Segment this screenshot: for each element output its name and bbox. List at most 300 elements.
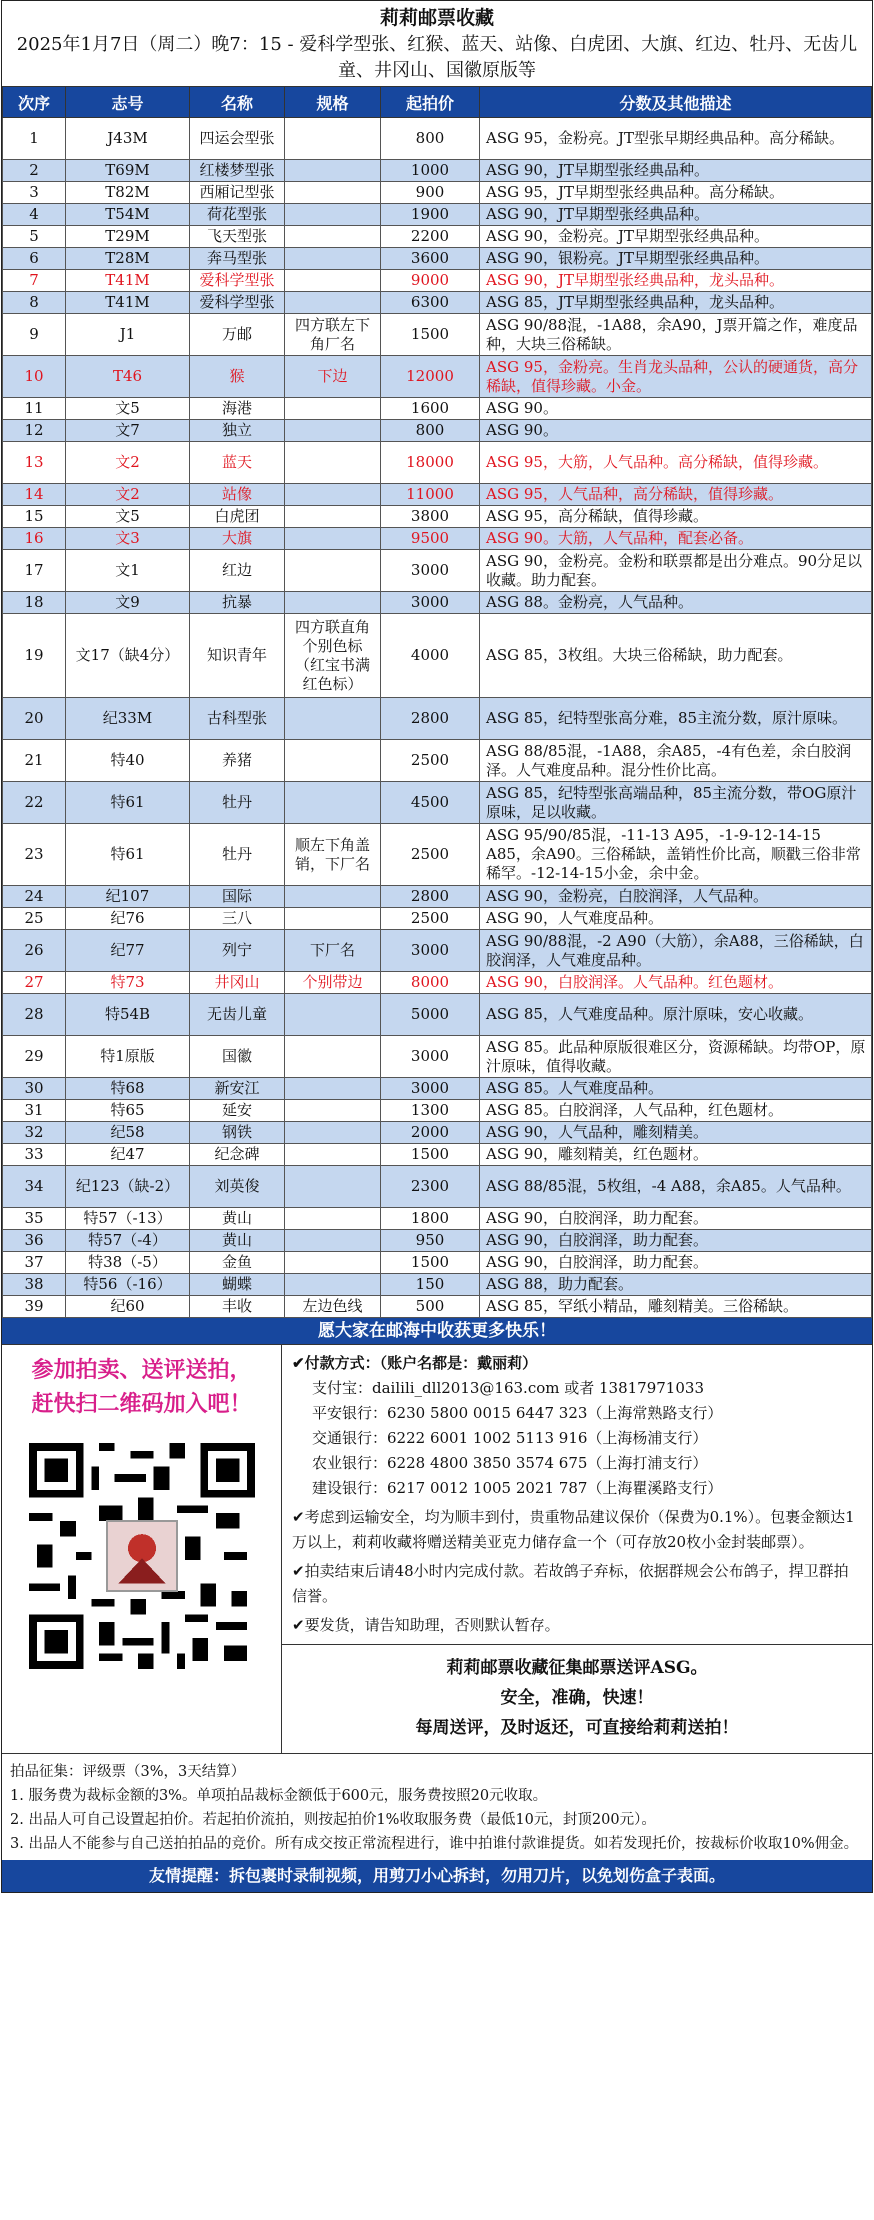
lot-number: 19 [3, 614, 66, 698]
table-row [3, 356, 872, 398]
lot-description: ASG 95/90/85混，-11-13 A95，-1-9-12-14-15 A85，余A90。三俗稀缺，盖销性价比高，顺戳三俗非常稀罕。-12-14-15小金，余中金。 [480, 824, 872, 886]
lot-code: 文2 [66, 442, 190, 484]
table-row [3, 248, 872, 270]
lot-start-price: 2800 [381, 886, 480, 908]
column-header: 名称 [190, 87, 285, 118]
lot-name: 海港 [190, 398, 285, 420]
table-row [3, 1078, 872, 1100]
lot-start-price: 3000 [381, 1036, 480, 1078]
lot-spec [285, 484, 381, 506]
table-row [3, 614, 872, 698]
join-text-line2: 赶快扫二维码加入吧！ [31, 1391, 252, 1417]
lot-name: 牡丹 [190, 824, 285, 886]
lot-start-price: 6300 [381, 292, 480, 314]
lot-spec [285, 698, 381, 740]
lot-name: 牡丹 [190, 782, 285, 824]
column-header: 规格 [285, 87, 381, 118]
lot-number: 34 [3, 1166, 66, 1208]
lot-start-price: 900 [381, 182, 480, 204]
lot-spec: 下边 [285, 356, 381, 398]
lot-start-price: 500 [381, 1296, 480, 1318]
lot-start-price: 3000 [381, 550, 480, 592]
lot-start-price: 1500 [381, 1252, 480, 1274]
table-row [3, 550, 872, 592]
lot-number: 22 [3, 782, 66, 824]
lot-description: ASG 90，金粉亮。金粉和联票都是出分难点。90分足以收藏。助力配套。 [480, 550, 872, 592]
lot-spec [285, 182, 381, 204]
table-row [3, 506, 872, 528]
grading-service-box [282, 1644, 872, 1747]
lot-number: 10 [3, 356, 66, 398]
lot-name: 金鱼 [190, 1252, 285, 1274]
lot-code: 纪47 [66, 1144, 190, 1166]
lot-code: T41M [66, 270, 190, 292]
lot-start-price: 950 [381, 1230, 480, 1252]
lot-spec [285, 1166, 381, 1208]
lot-number: 8 [3, 292, 66, 314]
table-row [3, 420, 872, 442]
table-row [3, 994, 872, 1036]
lot-description: ASG 85。人气难度品种。 [480, 1078, 872, 1100]
page-title: 莉莉邮票收藏 [379, 7, 494, 29]
table-row [3, 592, 872, 614]
payment-account-ccb: 建设银行：6217 0012 1005 2021 787（上海瞿溪路支行） [312, 1479, 723, 1497]
lot-description: ASG 90。大筋，人气品种，配套必备。 [480, 528, 872, 550]
lot-spec [285, 420, 381, 442]
table-row [3, 1036, 872, 1078]
lot-name: 爱科学型张 [190, 270, 285, 292]
lot-number: 23 [3, 824, 66, 886]
consignment-terms [2, 1753, 872, 1860]
lot-code: 文2 [66, 484, 190, 506]
table-row [3, 314, 872, 356]
lot-number: 21 [3, 740, 66, 782]
payment-account-bocom: 交通银行：6222 6001 1002 5113 916（上海杨浦支行） [312, 1429, 708, 1447]
lot-code: 特1原版 [66, 1036, 190, 1078]
lot-description: ASG 90，人气品种，雕刻精美。 [480, 1122, 872, 1144]
lot-spec [285, 550, 381, 592]
payment-account-alipay: 支付宝：dailili_dll2013@163.com 或者 13817971033 [312, 1379, 704, 1397]
table-row [3, 160, 872, 182]
lot-start-price: 11000 [381, 484, 480, 506]
lot-description: ASG 90，白胶润泽，助力配套。 [480, 1252, 872, 1274]
lot-number: 37 [3, 1252, 66, 1274]
table-row [3, 1274, 872, 1296]
lot-name: 红楼梦型张 [190, 160, 285, 182]
lot-code: 文17（缺4分） [66, 614, 190, 698]
lot-code: 特61 [66, 782, 190, 824]
lot-code: 特54B [66, 994, 190, 1036]
table-row [3, 226, 872, 248]
catalog-page [1, 0, 873, 1893]
lot-number: 5 [3, 226, 66, 248]
lot-name: 白虎团 [190, 506, 285, 528]
lot-table [2, 86, 872, 1318]
lot-description: ASG 90，人气难度品种。 [480, 908, 872, 930]
lot-description: ASG 85。此品种原版很难区分，资源稀缺。均带OP，原汁原味，值得收藏。 [480, 1036, 872, 1078]
lot-name: 站像 [190, 484, 285, 506]
lot-code: 纪58 [66, 1122, 190, 1144]
lot-code: T46 [66, 356, 190, 398]
table-row [3, 442, 872, 484]
lot-code: 纪76 [66, 908, 190, 930]
lot-start-price: 9000 [381, 270, 480, 292]
lot-description: ASG 90。 [480, 420, 872, 442]
lot-start-price: 12000 [381, 356, 480, 398]
lot-name: 养猪 [190, 740, 285, 782]
lot-spec [285, 740, 381, 782]
delivery-note: ✔要发货，请告知助理，否则默认暂存。 [292, 1616, 560, 1634]
lot-spec: 左边色线 [285, 1296, 381, 1318]
lot-name: 猴 [190, 356, 285, 398]
lot-description: ASG 90，JT早期型张经典品种。 [480, 160, 872, 182]
lot-code: 纪77 [66, 930, 190, 972]
lot-description: ASG 85，人气难度品种。原汁原味，安心收藏。 [480, 994, 872, 1036]
lot-description: ASG 90，雕刻精美，红色题材。 [480, 1144, 872, 1166]
payment-deadline-note: ✔拍卖结束后请48小时内完成付款。若故鸽子弃标，依据群规会公布鸽子，捍卫群拍信誉。 [292, 1562, 849, 1605]
table-row [3, 824, 872, 886]
lot-name: 独立 [190, 420, 285, 442]
lot-number: 6 [3, 248, 66, 270]
lot-start-price: 3600 [381, 248, 480, 270]
lot-code: 特61 [66, 824, 190, 886]
lot-name: 无齿儿童 [190, 994, 285, 1036]
lot-description: ASG 88/85混，5枚组，-4 A88，余A85。人气品种。 [480, 1166, 872, 1208]
lot-number: 12 [3, 420, 66, 442]
lot-spec [285, 292, 381, 314]
lot-code: T54M [66, 204, 190, 226]
lot-code: 纪60 [66, 1296, 190, 1318]
column-header: 志号 [66, 87, 190, 118]
lot-start-price: 1600 [381, 398, 480, 420]
table-row [3, 118, 872, 160]
lot-spec [285, 592, 381, 614]
lot-start-price: 3000 [381, 1078, 480, 1100]
lot-name: 抗暴 [190, 592, 285, 614]
lot-name: 四运会型张 [190, 118, 285, 160]
lot-name: 国徽 [190, 1036, 285, 1078]
lot-spec [285, 886, 381, 908]
table-row [3, 698, 872, 740]
lot-code: T28M [66, 248, 190, 270]
lot-spec: 四方联直角个别色标（红宝书满红色标） [285, 614, 381, 698]
lot-start-price: 800 [381, 118, 480, 160]
lot-name: 井冈山 [190, 972, 285, 994]
lot-start-price: 3000 [381, 930, 480, 972]
lot-code: 纪123（缺-2） [66, 1166, 190, 1208]
lot-code: 特65 [66, 1100, 190, 1122]
lot-number: 26 [3, 930, 66, 972]
lot-name: 列宁 [190, 930, 285, 972]
lot-number: 35 [3, 1208, 66, 1230]
lot-spec [285, 528, 381, 550]
lot-number: 11 [3, 398, 66, 420]
lot-name: 西厢记型张 [190, 182, 285, 204]
lot-start-price: 18000 [381, 442, 480, 484]
lot-name: 国际 [190, 886, 285, 908]
lot-spec [285, 398, 381, 420]
lot-start-price: 2000 [381, 1122, 480, 1144]
lot-code: 特40 [66, 740, 190, 782]
lot-spec: 下厂名 [285, 930, 381, 972]
lot-name: 知识青年 [190, 614, 285, 698]
lot-name: 延安 [190, 1100, 285, 1122]
lot-description: ASG 90，金粉亮，白胶润泽，人气品种。 [480, 886, 872, 908]
table-row [3, 886, 872, 908]
table-row [3, 398, 872, 420]
lot-code: 特73 [66, 972, 190, 994]
lot-name: 钢铁 [190, 1122, 285, 1144]
grading-line2: 安全，准确，快速！ [500, 1688, 654, 1708]
lot-code: J1 [66, 314, 190, 356]
lot-code: 特57（-4） [66, 1230, 190, 1252]
lot-code: 文7 [66, 420, 190, 442]
lot-number: 14 [3, 484, 66, 506]
lot-start-price: 1000 [381, 160, 480, 182]
lot-number: 9 [3, 314, 66, 356]
lot-code: 纪33M [66, 698, 190, 740]
lot-description: ASG 90。 [480, 398, 872, 420]
lot-name: 蝴蝶 [190, 1274, 285, 1296]
lot-spec [285, 1144, 381, 1166]
lot-spec [285, 160, 381, 182]
lot-start-price: 150 [381, 1274, 480, 1296]
lot-name: 刘英俊 [190, 1166, 285, 1208]
lot-description: ASG 90，白胶润泽。人气品种。红色题材。 [480, 972, 872, 994]
table-row [3, 1122, 872, 1144]
lot-start-price: 1500 [381, 1144, 480, 1166]
lot-description: ASG 95，金粉亮。JT型张早期经典品种。高分稀缺。 [480, 118, 872, 160]
lot-description: ASG 85，罕纸小精品，雕刻精美。三俗稀缺。 [480, 1296, 872, 1318]
lot-description: ASG 90，银粉亮。JT早期型张经典品种。 [480, 248, 872, 270]
lot-description: ASG 85，纪特型张高分难，85主流分数，原汁原味。 [480, 698, 872, 740]
lot-code: 特68 [66, 1078, 190, 1100]
lot-start-price: 2200 [381, 226, 480, 248]
greeting-banner: 愿大家在邮海中收获更多快乐！ [2, 1318, 872, 1344]
lot-description: ASG 90/88混，-1A88，余A90，J票开篇之作，难度品种，大块三俗稀缺。 [480, 314, 872, 356]
payment-panel [282, 1345, 872, 1753]
friendly-reminder: 友情提醒：拆包裹时录制视频，用剪刀小心拆封，勿用刀片，以免划伤盒子表面。 [2, 1860, 872, 1892]
lot-number: 38 [3, 1274, 66, 1296]
lot-spec [285, 1036, 381, 1078]
table-row [3, 270, 872, 292]
lot-number: 7 [3, 270, 66, 292]
table-row [3, 1296, 872, 1318]
lot-spec [285, 908, 381, 930]
lot-code: 特56（-16） [66, 1274, 190, 1296]
lot-number: 13 [3, 442, 66, 484]
lot-start-price: 1800 [381, 1208, 480, 1230]
lot-name: 蓝天 [190, 442, 285, 484]
column-header: 次序 [3, 87, 66, 118]
lot-description: ASG 90，金粉亮。JT早期型张经典品种。 [480, 226, 872, 248]
lot-number: 32 [3, 1122, 66, 1144]
lot-number: 17 [3, 550, 66, 592]
lot-spec [285, 994, 381, 1036]
lot-code: T41M [66, 292, 190, 314]
payment-title: ✔付款方式：（账户名都是：戴丽莉） [292, 1354, 538, 1372]
lot-description: ASG 90/88混，-2 A90（大筋），余A88，三俗稀缺，白胶润泽，人气难度品种。 [480, 930, 872, 972]
lot-code: T82M [66, 182, 190, 204]
lot-code: 特57（-13） [66, 1208, 190, 1230]
lot-description: ASG 95，人气品种，高分稀缺，值得珍藏。 [480, 484, 872, 506]
lot-code: T29M [66, 226, 190, 248]
lot-description: ASG 85。白胶润泽，人气品种，红色题材。 [480, 1100, 872, 1122]
lot-description: ASG 95，高分稀缺，值得珍藏。 [480, 506, 872, 528]
auction-subtitle: 2025年1月7日（周二）晚7：15 - 爱科学型张、红猴、蓝天、站像、白虎团、大旗、红边、牡丹、无齿儿童、井冈山、国徽原版等 [16, 34, 858, 81]
payment-account-abc: 农业银行：6228 4800 3850 3574 675（上海打浦支行） [312, 1454, 708, 1472]
lot-description: ASG 85，JT早期型张经典品种，龙头品种。 [480, 292, 872, 314]
lot-start-price: 2500 [381, 740, 480, 782]
lot-description: ASG 95，金粉亮。生肖龙头品种，公认的硬通货，高分稀缺，值得珍藏。小金。 [480, 356, 872, 398]
grading-line3: 每周送评，及时返还，可直接给莉莉送拍！ [415, 1718, 739, 1738]
lot-number: 20 [3, 698, 66, 740]
grading-line1: 莉莉邮票收藏征集邮票送评ASG。 [446, 1658, 708, 1678]
lot-spec [285, 1122, 381, 1144]
lot-name: 飞天型张 [190, 226, 285, 248]
lot-name: 纪念碑 [190, 1144, 285, 1166]
lot-description: ASG 85，3枚组。大块三俗稀缺，助力配套。 [480, 614, 872, 698]
lot-number: 3 [3, 182, 66, 204]
table-row [3, 908, 872, 930]
qr-code-icon[interactable] [29, 1443, 255, 1669]
shipping-note: ✔考虑到运输安全，均为顺丰到付，贵重物品建议保价（保费为0.1%）。包裹金额达1万以上，莉莉收藏将赠送精美亚克力储存盒一个（可存放20枚小金封装邮票）。 [292, 1508, 855, 1551]
lot-code: 特38（-5） [66, 1252, 190, 1274]
lot-spec [285, 118, 381, 160]
lot-start-price: 4500 [381, 782, 480, 824]
table-header-row [3, 87, 872, 118]
column-header: 分数及其他描述 [480, 87, 872, 118]
lot-name: 奔马型张 [190, 248, 285, 270]
lot-number: 25 [3, 908, 66, 930]
lot-start-price: 1900 [381, 204, 480, 226]
lot-name: 古科型张 [190, 698, 285, 740]
table-row [3, 782, 872, 824]
lot-start-price: 1300 [381, 1100, 480, 1122]
lot-name: 荷花型张 [190, 204, 285, 226]
lot-name: 黄山 [190, 1208, 285, 1230]
lot-table-body [3, 118, 872, 1318]
lot-code: 文1 [66, 550, 190, 592]
lot-name: 红边 [190, 550, 285, 592]
lot-start-price: 2500 [381, 908, 480, 930]
lot-spec [285, 1230, 381, 1252]
lot-spec [285, 782, 381, 824]
lot-spec: 四方联左下角厂名 [285, 314, 381, 356]
terms-item-3: 3. 出品人不能参与自己送拍拍品的竞价。所有成交按正常流程进行，谁中拍谁付款谁提货。如若发现托价，按裁标价收取10%佣金。 [10, 1836, 859, 1852]
lot-start-price: 5000 [381, 994, 480, 1036]
lot-description: ASG 90，白胶润泽，助力配套。 [480, 1230, 872, 1252]
lot-number: 18 [3, 592, 66, 614]
table-row [3, 1144, 872, 1166]
lot-name: 大旗 [190, 528, 285, 550]
lot-number: 39 [3, 1296, 66, 1318]
lot-spec [285, 1252, 381, 1274]
lot-number: 2 [3, 160, 66, 182]
info-section [2, 1344, 872, 1753]
lot-code: 纪107 [66, 886, 190, 908]
lot-code: 文5 [66, 398, 190, 420]
lot-code: 文9 [66, 592, 190, 614]
column-header: 起拍价 [381, 87, 480, 118]
lot-number: 31 [3, 1100, 66, 1122]
lot-spec [285, 506, 381, 528]
lot-name: 黄山 [190, 1230, 285, 1252]
table-row [3, 1166, 872, 1208]
join-text-line1: 参加拍卖、送评送拍， [31, 1357, 252, 1383]
lot-spec [285, 204, 381, 226]
lot-number: 1 [3, 118, 66, 160]
lot-number: 28 [3, 994, 66, 1036]
lot-number: 29 [3, 1036, 66, 1078]
lot-description: ASG 95，JT早期型张经典品种。高分稀缺。 [480, 182, 872, 204]
lot-number: 15 [3, 506, 66, 528]
lot-code: J43M [66, 118, 190, 160]
lot-spec [285, 1274, 381, 1296]
terms-item-2: 2. 出品人可自己设置起拍价。若起拍价流拍，则按起拍价1%收取服务费（最低10元，封顶200元）。 [10, 1812, 656, 1828]
lot-spec [285, 270, 381, 292]
lot-description: ASG 88，助力配套。 [480, 1274, 872, 1296]
lot-start-price: 9500 [381, 528, 480, 550]
table-row [3, 1230, 872, 1252]
payment-account-pingan: 平安银行：6230 5800 0015 6447 323（上海常熟路支行） [312, 1404, 723, 1422]
lot-description: ASG 90，白胶润泽，助力配套。 [480, 1208, 872, 1230]
lot-number: 27 [3, 972, 66, 994]
lot-start-price: 800 [381, 420, 480, 442]
lot-description: ASG 90，JT早期型张经典品种。 [480, 204, 872, 226]
lot-spec: 个别带边 [285, 972, 381, 994]
lot-spec [285, 226, 381, 248]
table-row [3, 1100, 872, 1122]
table-row [3, 740, 872, 782]
lot-number: 36 [3, 1230, 66, 1252]
join-panel [2, 1345, 282, 1753]
lot-number: 24 [3, 886, 66, 908]
table-row [3, 204, 872, 226]
lot-description: ASG 90，JT早期型张经典品种，龙头品种。 [480, 270, 872, 292]
table-row [3, 1252, 872, 1274]
lot-spec [285, 248, 381, 270]
lot-spec [285, 1208, 381, 1230]
lot-start-price: 2800 [381, 698, 480, 740]
table-row [3, 182, 872, 204]
lot-start-price: 3800 [381, 506, 480, 528]
lot-name: 丰收 [190, 1296, 285, 1318]
lot-start-price: 1500 [381, 314, 480, 356]
lot-spec [285, 1100, 381, 1122]
table-row [3, 292, 872, 314]
lot-description: ASG 85，纪特型张高端品种，85主流分数，带OG原汁原味，足以收藏。 [480, 782, 872, 824]
lot-spec [285, 442, 381, 484]
lot-spec: 顺左下角盖销，下厂名 [285, 824, 381, 886]
table-row [3, 930, 872, 972]
lot-start-price: 4000 [381, 614, 480, 698]
lot-number: 16 [3, 528, 66, 550]
terms-title: 拍品征集：评级票（3%，3天结算） [10, 1764, 246, 1780]
lot-name: 三八 [190, 908, 285, 930]
lot-name: 万邮 [190, 314, 285, 356]
lot-description: ASG 88/85混，-1A88，余A85，-4有色差，余白胶润泽。人气难度品种。混分性价比高。 [480, 740, 872, 782]
lot-code: T69M [66, 160, 190, 182]
table-row [3, 972, 872, 994]
lot-name: 新安江 [190, 1078, 285, 1100]
lot-start-price: 3000 [381, 592, 480, 614]
lot-description: ASG 95，大筋，人气品种。高分稀缺，值得珍藏。 [480, 442, 872, 484]
lot-description: ASG 88。金粉亮，人气品种。 [480, 592, 872, 614]
table-row [3, 1208, 872, 1230]
lot-code: 文5 [66, 506, 190, 528]
table-row [3, 484, 872, 506]
